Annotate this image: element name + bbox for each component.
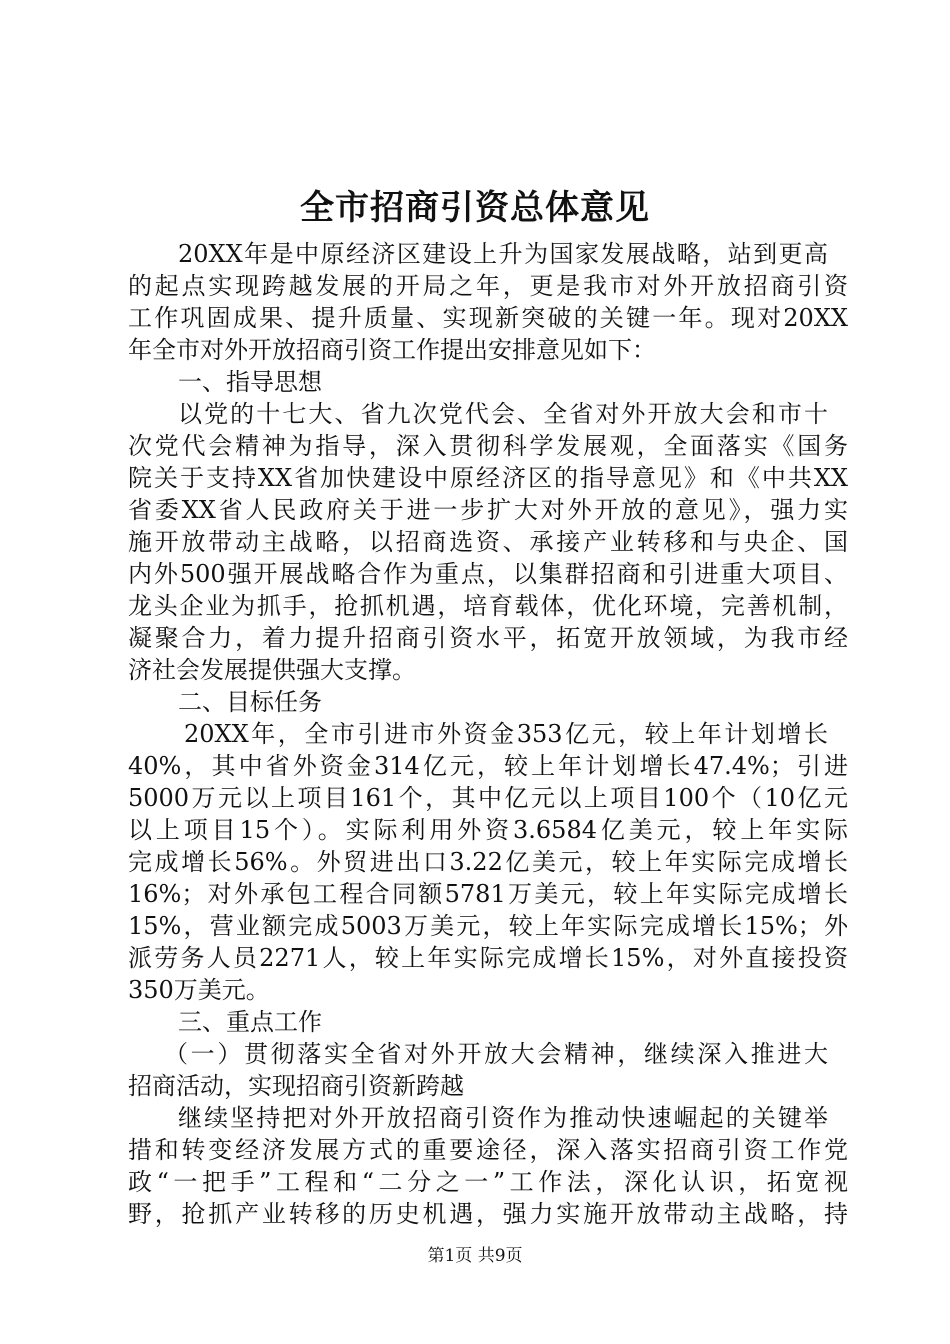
paragraph-line: 5000万元以上项目161个，其中亿元以上项目100个（10亿元 <box>128 784 848 812</box>
section-heading: 一、指导思想 <box>178 368 322 396</box>
paragraph-line: 15%，营业额完成5003万美元，较上年实际完成增长15%；外 <box>128 912 848 940</box>
paragraph-line: 派劳务人员2271人，较上年实际完成增长15%，对外直接投资 <box>128 944 848 972</box>
paragraph-line: 凝聚合力，着力提升招商引资水平，拓宽开放领域，为我市经 <box>128 624 848 652</box>
subsection-heading: 招商活动，实现招商引资新跨越 <box>128 1072 464 1100</box>
paragraph-line: 内外500强开展战略合作为重点，以集群招商和引进重大项目、 <box>128 560 848 588</box>
paragraph-line: 措和转变经济发展方式的重要途径，深入落实招商引资工作党 <box>128 1136 848 1164</box>
paragraph-line: 20XX年是中原经济区建设上升为国家发展战略，站到更高 <box>178 240 828 268</box>
paragraph-line: 济社会发展提供强大支撑。 <box>128 656 416 684</box>
paragraph-line: 龙头企业为抓手，抢抓机遇，培育载体，优化环境，完善机制， <box>128 592 848 620</box>
paragraph-line: 16%；对外承包工程合同额5781万美元，较上年实际完成增长 <box>128 880 848 908</box>
section-heading: 三、重点工作 <box>178 1008 322 1036</box>
paragraph-line: 的起点实现跨越发展的开局之年，更是我市对外开放招商引资 <box>128 272 848 300</box>
paragraph-line: 施开放带动主战略，以招商选资、承接产业转移和与央企、国 <box>128 528 848 556</box>
paragraph-line: 20XX年，全市引进市外资金353亿元，较上年计划增长 <box>184 720 828 748</box>
paragraph-line: 以党的十七大、省九次党代会、全省对外开放大会和市十 <box>178 400 828 428</box>
paragraph-line: 年全市对外开放招商引资工作提出安排意见如下： <box>128 336 656 364</box>
document-title: 全市招商引资总体意见 <box>300 188 650 228</box>
paragraph-line: 40%，其中省外资金314亿元，较上年计划增长47.4%；引进 <box>128 752 848 780</box>
paragraph-line: 完成增长56%。外贸进出口3.22亿美元，较上年实际完成增长 <box>128 848 848 876</box>
page-number: 第1页 共9页 <box>427 1246 523 1266</box>
paragraph-line: 350万美元。 <box>128 976 270 1004</box>
paragraph-line: 以上项目15个）。实际利用外资3.6584亿美元，较上年实际 <box>128 816 848 844</box>
paragraph-line: 次党代会精神为指导，深入贯彻科学发展观，全面落实《国务 <box>128 432 848 460</box>
paragraph-line: 政“一把手”工程和“二分之一”工作法，深化认识，拓宽视 <box>128 1168 848 1196</box>
subsection-heading: （一）贯彻落实全省对外开放大会精神，继续深入推进大 <box>164 1040 828 1068</box>
paragraph-line: 工作巩固成果、提升质量、实现新突破的关键一年。现对20XX <box>128 304 848 332</box>
paragraph-line: 野，抢抓产业转移的历史机遇，强力实施开放带动主战略，持 <box>128 1200 848 1228</box>
section-heading: 二、目标任务 <box>178 688 322 716</box>
paragraph-line: 省委XX省人民政府关于进一步扩大对外开放的意见》，强力实 <box>128 496 848 524</box>
paragraph-line: 院关于支持XX省加快建设中原经济区的指导意见》和《中共XX <box>128 464 848 492</box>
paragraph-line: 继续坚持把对外开放招商引资作为推动快速崛起的关键举 <box>178 1104 828 1132</box>
